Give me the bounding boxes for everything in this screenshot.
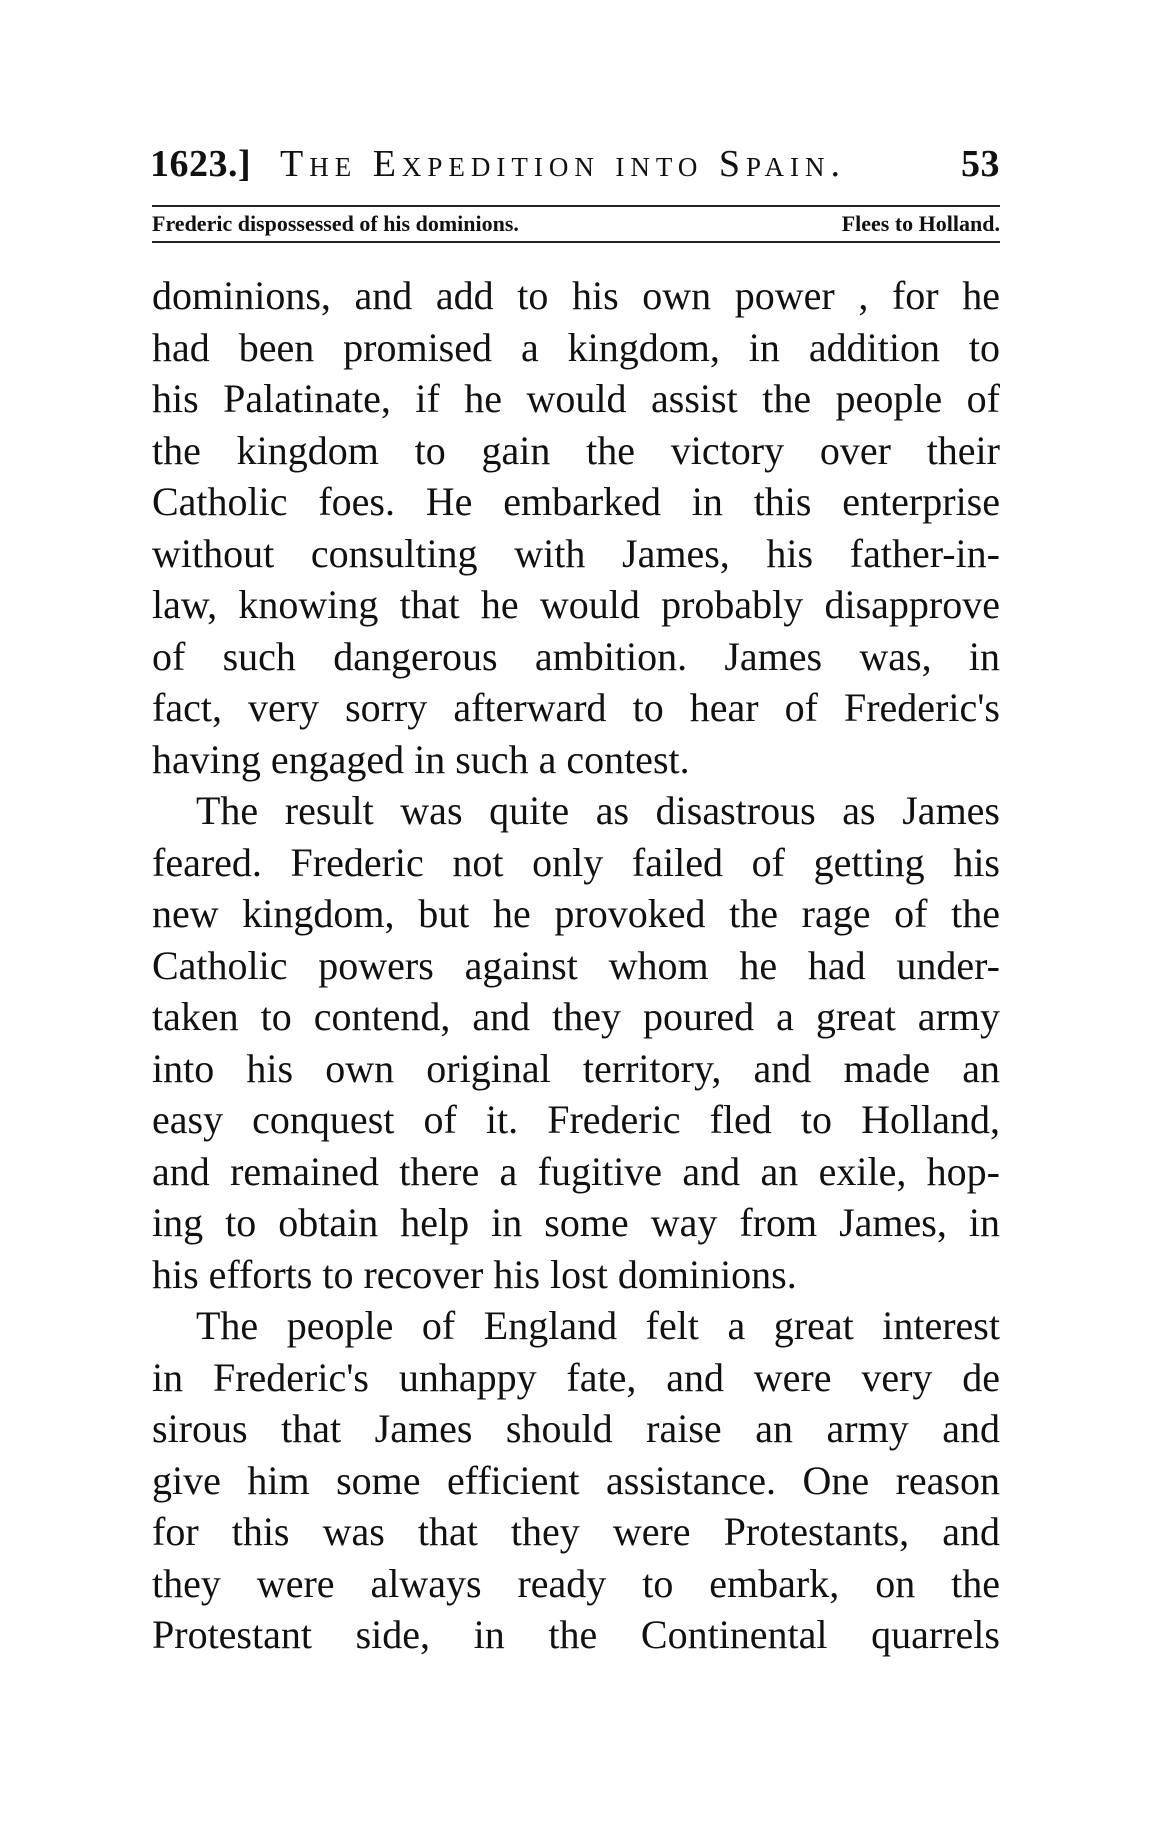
running-head-title: The Expedition into Spain.	[280, 143, 847, 185]
text-line: Protestant side, in the Continental quarrels	[152, 1612, 1000, 1657]
text-line: new kingdom, but he provoked the rage of the	[152, 891, 1000, 936]
text-line: ing to obtain help in some way from James, in	[152, 1200, 1000, 1245]
text-line: sirous that James should raise an army and	[152, 1406, 1000, 1451]
running-head	[150, 130, 1000, 190]
text-line: his Palatinate, if he would assist the people of	[152, 376, 1000, 421]
text-line: into his own original territory, and made an	[152, 1045, 1000, 1091]
running-head-year: 1623.]	[150, 143, 252, 185]
text-line: they were always ready to embark, on the	[152, 1560, 1000, 1606]
text-line: without consulting with James, his father-in-	[152, 530, 1000, 576]
text-line: feared. Frederic not only failed of getting his	[152, 839, 1000, 885]
text-line: taken to contend, and they poured a great army	[152, 994, 1000, 1039]
text-line: and remained there a fugitive and an exile, hop-	[152, 1148, 1000, 1194]
paragraph-start-line: The result was quite as disastrous as James	[196, 788, 1000, 833]
text-line: in Frederic's unhappy fate, and were very de	[152, 1354, 1000, 1400]
text-line: give him some efficient assistance. One reason	[152, 1457, 1000, 1503]
page-number: 53	[961, 143, 1000, 185]
text-line: Catholic powers against whom he had under-	[152, 942, 1000, 988]
text-line: dominions, and add to his own power , for he	[152, 273, 1000, 318]
text-line: having engaged in such a contest.	[152, 736, 690, 782]
paragraph-start-line: The people of England felt a great interest	[196, 1303, 1000, 1348]
subhead-left: Frederic dispossessed of his dominions.	[152, 211, 519, 236]
header-rule-top	[152, 205, 1000, 207]
subhead-right: Flees to Holland.	[841, 211, 1000, 236]
text-line: law, knowing that he would probably disapprove	[152, 582, 1000, 627]
text-line: his efforts to recover his lost dominions.	[152, 1251, 797, 1297]
text-line: had been promised a kingdom, in addition to	[152, 324, 1000, 370]
text-line: for this was that they were Protestants, and	[152, 1509, 1000, 1554]
text-line: easy conquest of it. Frederic fled to Holland,	[152, 1097, 1000, 1142]
header-rule-bottom	[152, 241, 1000, 243]
text-line: of such dangerous ambition. James was, in	[152, 633, 1000, 679]
text-line: Catholic foes. He embarked in this enterprise	[152, 479, 1000, 524]
body-text	[152, 270, 1000, 1661]
marginal-subheads	[152, 211, 1000, 239]
text-line: the kingdom to gain the victory over their	[152, 427, 1000, 473]
text-line: fact, very sorry afterward to hear of Frederic's	[152, 685, 1000, 730]
